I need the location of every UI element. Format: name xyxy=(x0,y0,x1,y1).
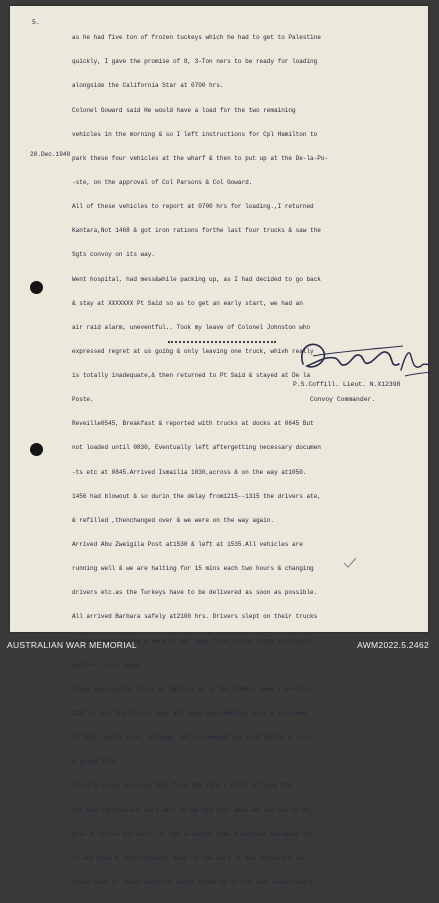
archive-reference: AWM2022.5.2462 xyxy=(357,640,429,650)
text-line: Sgts convoy on its way. xyxy=(72,251,155,259)
typed-report-body xyxy=(72,18,434,903)
text-line: running well & we are halting for 15 mins each two hours & changing xyxy=(72,565,314,573)
text-line: Reveille0545, Breakfast & reported with trucks at docks at 0645 But xyxy=(72,420,314,428)
text-line: air raid alarm, uneventful.. Took my leave of Colonel Johnston who xyxy=(72,323,311,331)
text-line: -ste, on the approval of Col Parsons & Col Goward. xyxy=(72,178,253,186)
text-line: 1285 miles, the trucks have all done considerably more & a resume xyxy=(72,710,307,718)
text-line: quickly, I gave the promise of 8, 3-Ton ners to be ready for loading xyxy=(72,58,318,66)
text-line: deliver their loads. xyxy=(72,661,145,669)
text-line: & refilled ,thenchanged over & we were on the way again. xyxy=(72,516,274,524)
archive-name: AUSTRALIAN WAR MEMORIAL xyxy=(7,640,137,650)
signatory-title: Convoy Commander. xyxy=(310,396,376,403)
text-line: a grand total. xyxy=(72,758,123,766)
entry-date: 20.Dec.1940 xyxy=(30,151,71,158)
text-line: Colonel Goward said He would have a load for the two remaining xyxy=(72,106,296,114)
punch-hole xyxy=(30,281,43,294)
dotted-separator xyxy=(168,341,276,343)
text-line: not loaded until 0830, Eventually left aftergetting necessary documen xyxy=(72,444,321,452)
text-line: Since leaving the lines at Barbara on 8, Dec,1940 I have travelled xyxy=(72,685,311,693)
handwritten-signature xyxy=(295,326,435,382)
signatory-name: P.S.Coffill. Lieut. N.X12398 xyxy=(293,381,401,388)
text-line: as he had five ton of frozen tuckeys which he had to get to Palestine xyxy=(72,34,321,42)
text-line: vehicles in the morning & so I left instructions for Cpl Hamilton to xyxy=(72,130,318,138)
text-line: alongside the California Star at 0700 hrs. xyxy=(72,82,224,90)
text-line: Poste. xyxy=(72,396,94,404)
text-line: Arrived Abu Zweigila Post at1530 & left at 1535.All vehicles are xyxy=(72,541,303,549)
page-number: 5. xyxy=(32,19,40,26)
text-line: job was carried out very well as we did just what we set out to do, xyxy=(72,806,314,814)
text-line: plus a little bit more, in the allotted time & without accident sto xyxy=(72,830,314,838)
text-line: & stay at XXXXXXX Pt Said so as to get an early start, we had an xyxy=(72,299,303,307)
text-line: is totally inadequate,& then returned to Pt Said & stayed at De la xyxy=(72,372,311,380)
archive-footer xyxy=(0,637,439,653)
text-line: Kantara,Not 1468 & got iron rations forthe last four trucks & saw the xyxy=(72,227,321,235)
text-line: their care of their vehicles which stood up to the work excellently. xyxy=(72,879,318,887)
punch-hole xyxy=(30,443,43,456)
text-line: Finally I can only say that from the Park's point of view the xyxy=(72,782,293,790)
text-line: drivers etc.as the Turkeys have to be delivered as soon as possible. xyxy=(72,589,318,597)
text-line: 1456 had blowout & so durin the delay from1215--1315 the drivers ate, xyxy=(72,492,321,500)
text-line: as they were loaded & were to get away first thing inthe morning to xyxy=(72,637,314,645)
pencil-tick-mark xyxy=(343,557,357,569)
text-line: expressed regret at us goibg & only leaving one truck, whivh really xyxy=(72,347,314,355)
text-line: Went hospital, had mess&while packing up, as I had decided to go back xyxy=(72,275,321,283)
text-line: of any kind & this reflects back on the care of the drivers & on xyxy=(72,854,303,862)
text-line: All of these vehicles to report at 0700 hrs for loading.,I returned xyxy=(72,203,314,211)
text-line: of their daily task, mileage, petrolconsumption is attached & also xyxy=(72,734,311,742)
text-line: -ts etc at 0845.Arrived Ismailia 1030,across & on the way at1050. xyxy=(72,468,307,476)
text-line: All arrived Barbara safely at2100 hrs. Drivers slept on their trucks xyxy=(72,613,318,621)
text-line: park these four vehicles at the wharf & then to put up at the De-la-Po- xyxy=(72,154,329,162)
